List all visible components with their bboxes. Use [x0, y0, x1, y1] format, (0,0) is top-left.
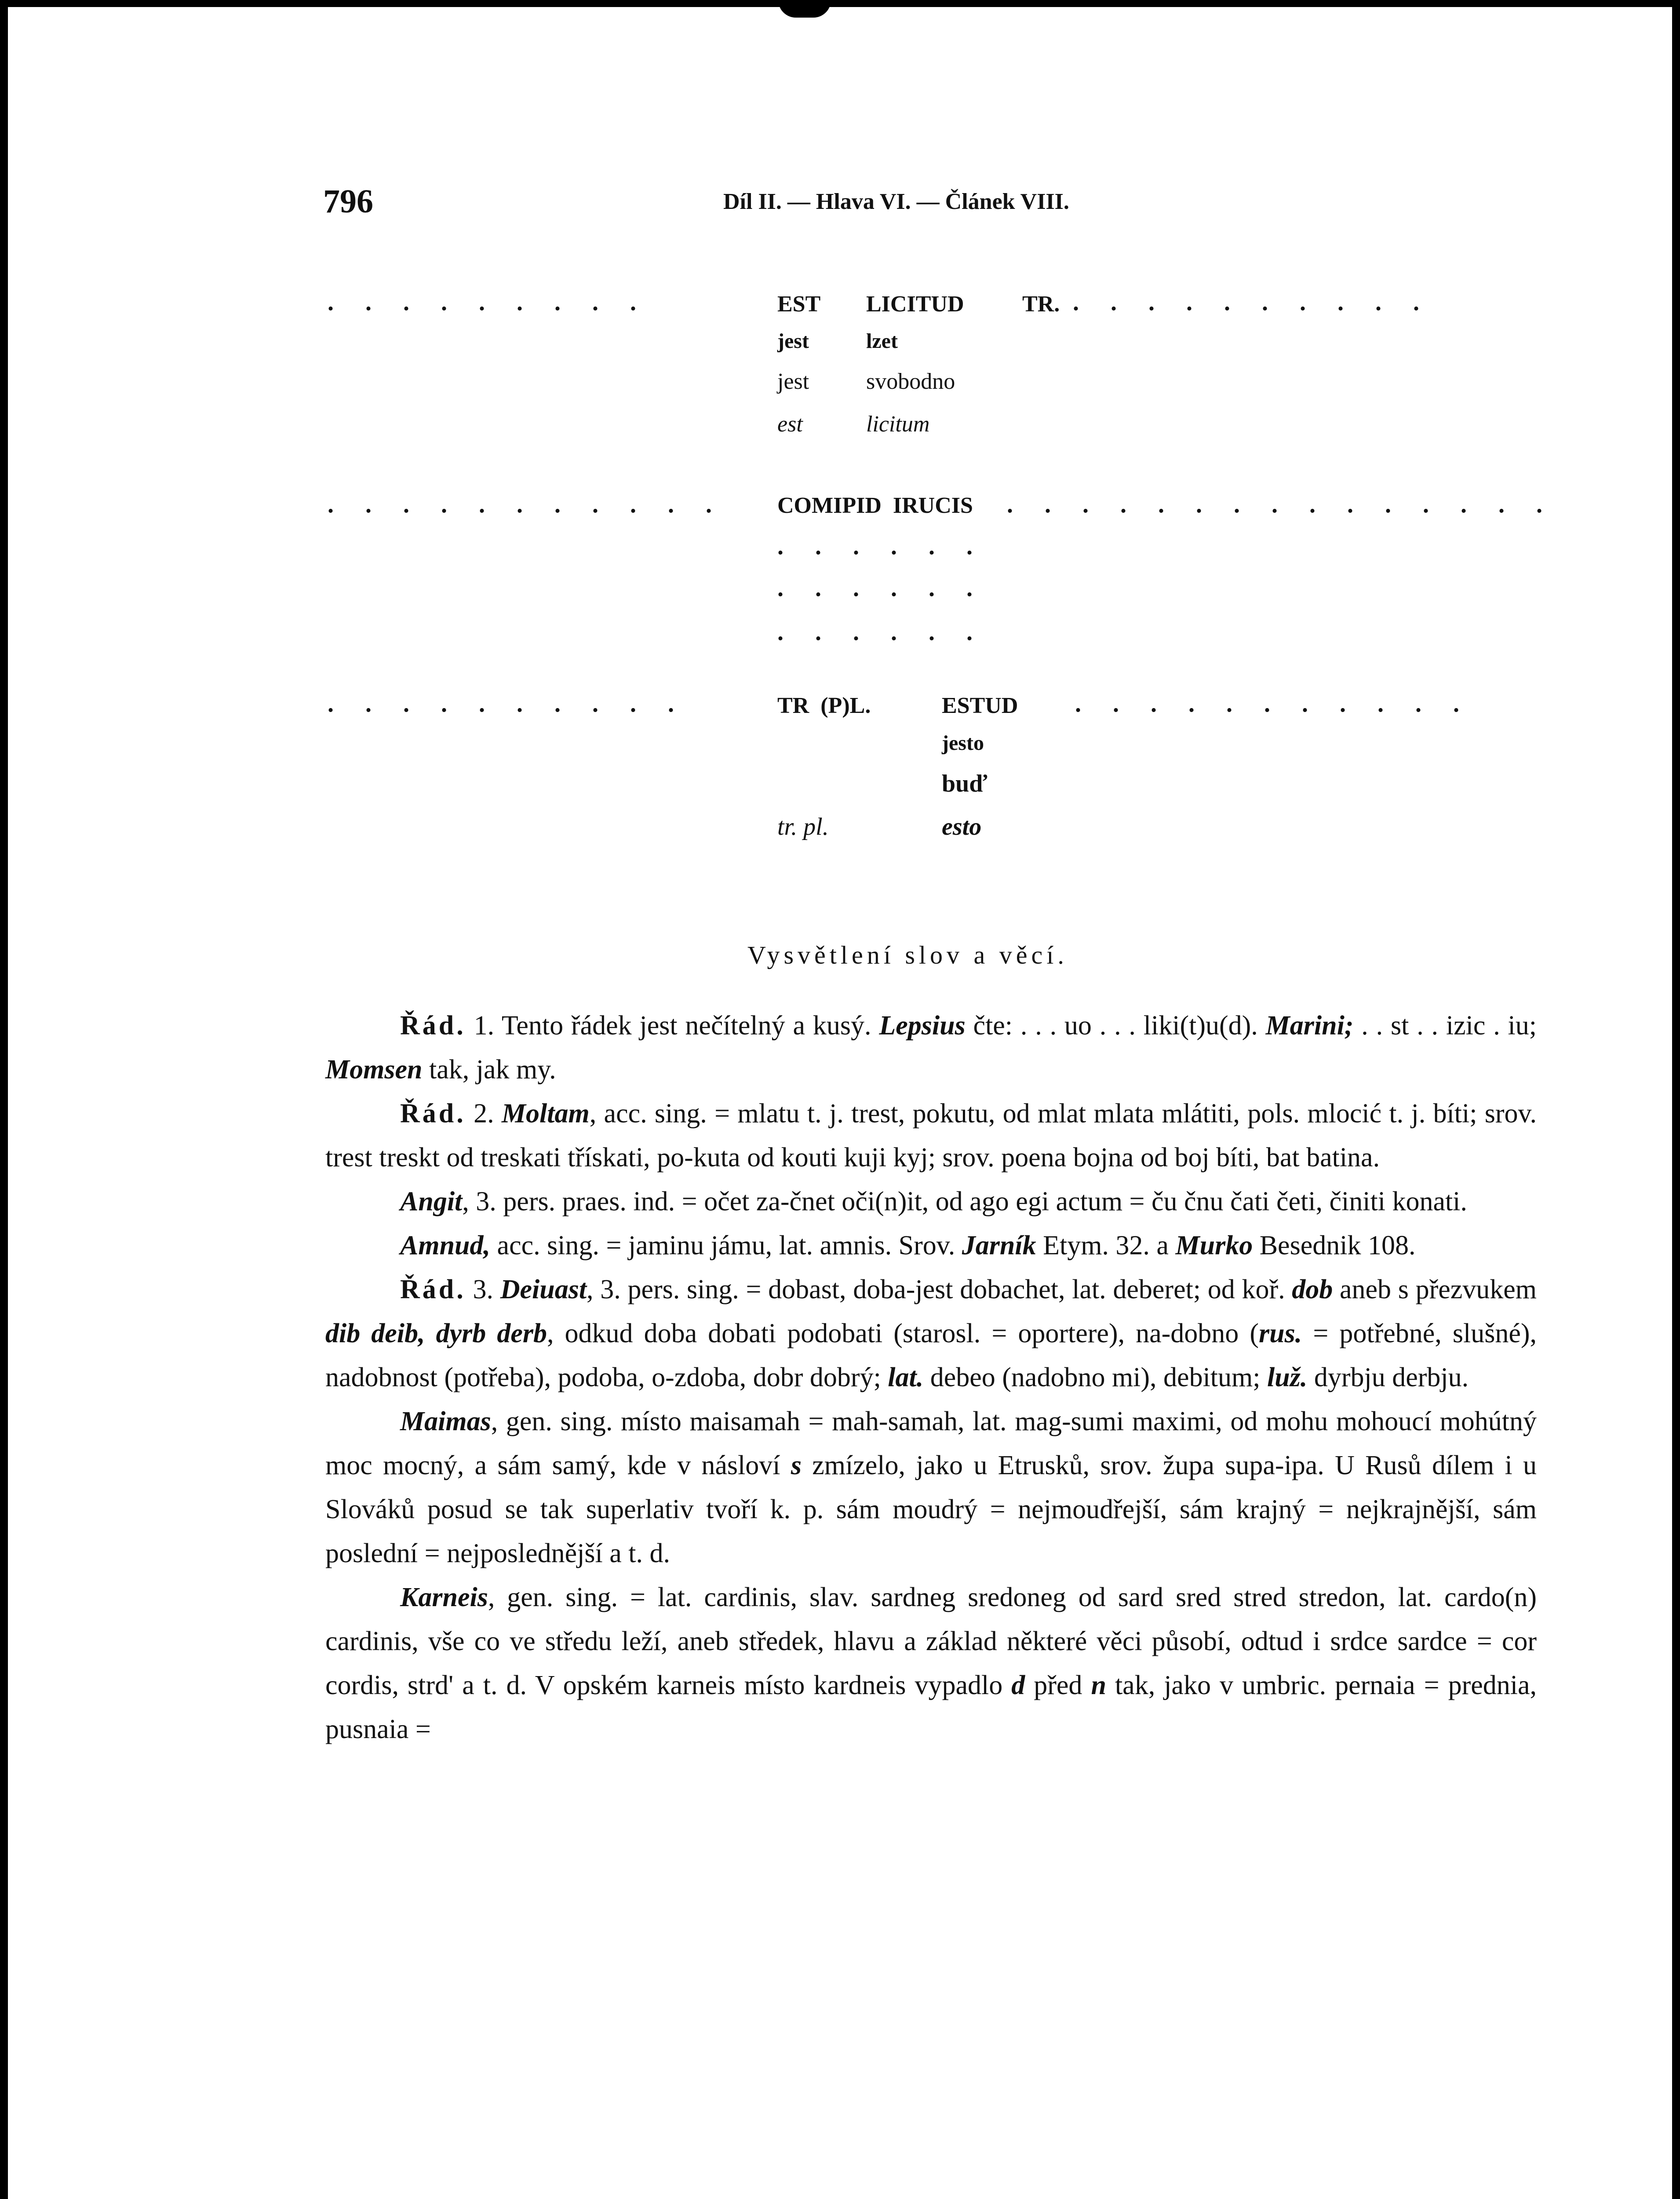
- translation-word: buď: [942, 770, 988, 797]
- term: Angit: [400, 1187, 463, 1216]
- paragraph-line-1: [325, 1004, 1537, 1092]
- inscription-dots: . . . . . .: [777, 618, 985, 646]
- text-run: , odkud doba dobati podobati (starosl. = oportere), na-dobno (: [547, 1319, 1259, 1348]
- letter: n: [1091, 1670, 1106, 1700]
- text-run: dyrbju derbju.: [1307, 1363, 1469, 1392]
- text-run: 3.: [466, 1275, 500, 1304]
- paragraph-maimas: [325, 1399, 1537, 1575]
- letter: d: [1011, 1670, 1025, 1700]
- scan-edge-right: [1672, 0, 1680, 2199]
- page-header: [323, 183, 1398, 231]
- paragraph-angit: [325, 1180, 1537, 1224]
- text-run: , 3. pers. praes. ind. = očet za-čnet oči(n)it, od ago egi actum = ču čnu čati četi, činiti konati.: [462, 1187, 1467, 1216]
- inscription-word: TR.: [1022, 292, 1060, 317]
- paragraph-karneis: [325, 1575, 1537, 1751]
- transliteration-word: lzet: [866, 329, 898, 353]
- text-run: tak, jako v umbric. pernaia = prednia, pusnaia =: [325, 1670, 1537, 1744]
- abbreviation: lat.: [888, 1363, 924, 1392]
- author-name: Jarník: [962, 1231, 1036, 1260]
- author-name: Momsen: [325, 1055, 423, 1085]
- author-name: Murko: [1175, 1231, 1253, 1260]
- inscription-dots: . . . . . . . . . . .: [1075, 690, 1472, 717]
- paragraph-line-3: [325, 1268, 1537, 1399]
- text-run: , gen. sing. místo maisamah = mah-samah, lat. mag-sumi maximi, od mohu mohoucí mohútný moc mocný, a sám samý, kde v násloví: [325, 1406, 1537, 1480]
- line-label: Řád.: [400, 1099, 466, 1129]
- term: dib deib, dyrb derb: [325, 1319, 547, 1348]
- text-run: , 3. pers. sing. = dobast, doba-jest dobachet, lat. deberet; od koř.: [587, 1275, 1292, 1304]
- inscription-word: COMIPID IRUCIS: [777, 493, 973, 518]
- term: Maimas: [400, 1406, 491, 1436]
- text-run: zmízelo, jako u Etrusků, srov. župa supa-ipa. U Rusů dílem i u Slováků posud se tak superlativ tvoří k. p. sám moudrý = nejmoudřejší, sám krajný = nejkrajnější, sám poslední = nejposlednější a t. d.: [325, 1450, 1537, 1568]
- latin-word: est: [777, 412, 803, 437]
- text-run: čte: . . . uo . . . liki(t)u(d).: [965, 1011, 1266, 1041]
- line-label: Řád.: [400, 1011, 466, 1041]
- term: Amnud,: [400, 1231, 491, 1260]
- latin-word: esto: [942, 813, 982, 840]
- text-run: acc. sing. = jaminu jámu, lat. amnis. Srov.: [490, 1231, 962, 1260]
- inscription-word: EST: [777, 292, 821, 317]
- line-label: Řád.: [400, 1275, 466, 1304]
- inscription-word: LICITUD: [866, 292, 964, 317]
- section-heading: Vysvětlení slov a věcí.: [747, 941, 1068, 969]
- inscription-dots: . . . . . .: [777, 533, 985, 560]
- abbreviation: luž.: [1267, 1363, 1308, 1392]
- inscription-dots: . . . . . . . . . .: [1073, 289, 1432, 316]
- text-run: , acc. sing. = mlatu t. j. trest, pokutu, od mlat mlata mlátiti, pols. mlocić t. j. bíti; srov. trest treskt od treskati třískati, po-kuta od kouti kuji kyj; srov. poena bojna od boj bíti, bat batina.: [325, 1099, 1537, 1173]
- letter: s: [791, 1450, 802, 1480]
- inscription-dots: . . . . . . . . . .: [328, 690, 687, 717]
- translation-word: jest: [777, 369, 809, 394]
- text-run: tak, jak my.: [422, 1055, 556, 1085]
- abbreviation: rus.: [1259, 1319, 1302, 1348]
- text-run: 2.: [466, 1099, 502, 1129]
- inscription-dots: . . . . . .: [777, 574, 985, 602]
- term: Deiuast: [500, 1275, 587, 1304]
- text-run: aneb s přezvukem: [1333, 1275, 1537, 1304]
- text-run: = potřebné, slušné), nadobnost (potřeba), podoba, o-zdoba, dobr dobrý;: [325, 1319, 1537, 1392]
- page-number: 796: [323, 183, 373, 220]
- text-run: debeo (nadobno mi), debitum;: [923, 1363, 1267, 1392]
- text-run: . . st . . izic . iu;: [1353, 1011, 1537, 1041]
- text-run: Besednik 108.: [1253, 1231, 1416, 1260]
- text-run: , gen. sing. = lat. cardinis, slav. sardneg sredoneg od sard sred stred stredon, lat. cardo(n) cardinis, vše co ve středu leží, aneb středek, hlavu a základ některé věci působí, odtud i srdce sardce = cor cordis, strd' a t. d. V opském karneis místo kardneis vypadlo: [325, 1582, 1537, 1700]
- term: Karneis: [400, 1582, 488, 1612]
- text-run: 1. Tento řádek jest nečítelný a kusý.: [466, 1011, 879, 1041]
- commentary-body: [325, 1004, 1537, 1751]
- author-name: Marini;: [1265, 1011, 1354, 1041]
- term: dob: [1292, 1275, 1333, 1304]
- inscription-dots: . . . . . . . . . . .: [328, 491, 725, 518]
- paragraph-amnud: [325, 1224, 1537, 1268]
- transliteration-word: jest: [777, 329, 809, 353]
- latin-word: tr. pl.: [777, 813, 829, 840]
- text-run: před: [1025, 1670, 1091, 1700]
- inscription-word: TR (P)L.: [777, 693, 871, 718]
- scan-edge-top: [0, 0, 1680, 7]
- running-head: Díl II. — Hlava VI. — Článek VIII.: [723, 189, 1069, 214]
- paragraph-line-2: [325, 1092, 1537, 1180]
- latin-word: licitum: [866, 412, 930, 437]
- term: Moltam: [501, 1099, 590, 1129]
- inscription-dots: . . . . . . . . .: [328, 289, 649, 316]
- transliteration-word: jesto: [942, 731, 984, 755]
- scan-notch: [778, 0, 831, 18]
- inscription-dots: . . . . . . . . . . . . . . .: [1007, 491, 1555, 518]
- inscription-word: ESTUD: [942, 693, 1018, 718]
- scan-edge-left: [0, 0, 8, 2199]
- author-name: Lepsius: [879, 1011, 966, 1041]
- translation-word: svobodno: [866, 369, 955, 394]
- text-run: Etym. 32. a: [1036, 1231, 1176, 1260]
